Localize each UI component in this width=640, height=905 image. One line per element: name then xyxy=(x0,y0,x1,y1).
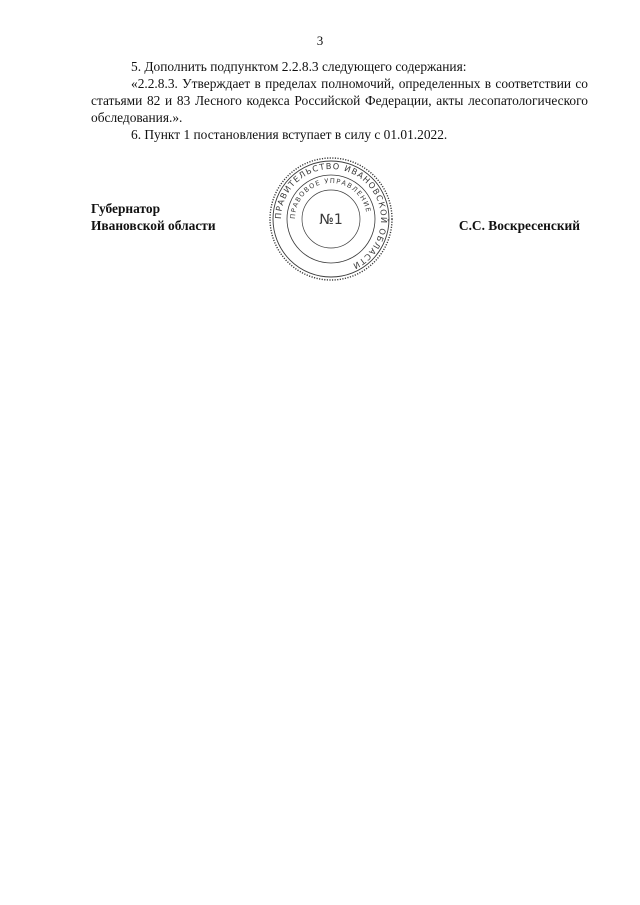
seal-number: №1 xyxy=(319,212,343,228)
official-seal-stamp xyxy=(268,156,394,282)
document-body xyxy=(91,58,588,143)
signatory-name: С.С. Воскресенский xyxy=(458,218,580,233)
signatory-title xyxy=(91,200,216,234)
seal-inner-text: ПРАВОВОЕ УПРАВЛЕНИЕ xyxy=(288,176,373,220)
paragraph-subitem-2-2-8-3: «2.2.8.3. Утверждает в пределах полномочий, определенных в соответствии со статьями 82 и 83 Лесного кодекса Российской Федерации, акты лесопатологического обследования.». xyxy=(91,76,588,125)
paragraph-item-5: 5. Дополнить подпунктом 2.2.8.3 следующего содержания: xyxy=(131,59,467,74)
seal-ring-text: ПРАВИТЕЛЬСТВО ИВАНОВСКОЙ ОБЛАСТИ xyxy=(272,160,390,272)
signatory-region: Ивановской области xyxy=(91,218,216,233)
signatory-position: Губернатор xyxy=(91,201,161,216)
seal-graphic xyxy=(268,156,394,282)
paragraph-item-6: 6. Пункт 1 постановления вступает в силу с 01.01.2022. xyxy=(131,127,448,142)
page-number: 3 xyxy=(316,33,324,48)
